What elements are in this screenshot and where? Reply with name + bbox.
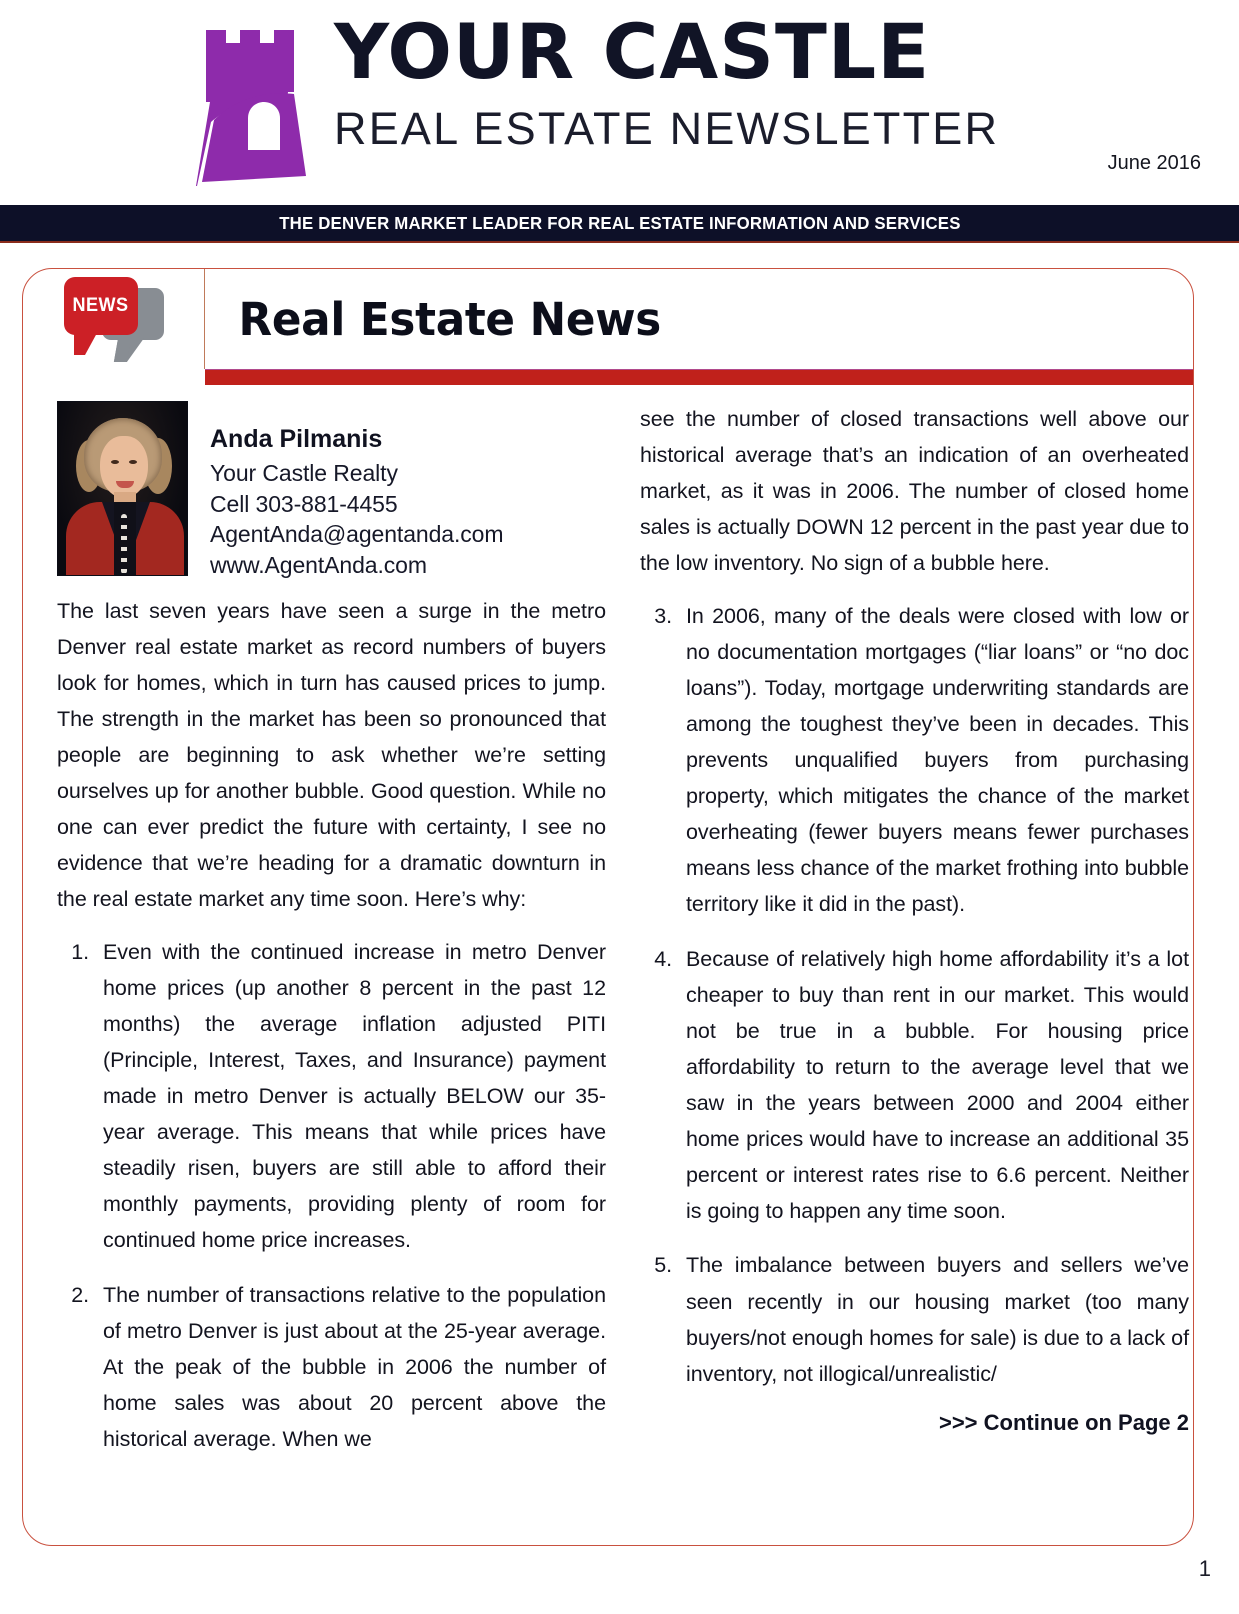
continue-on-page-link[interactable]: >>> Continue on Page 2 xyxy=(938,1409,1189,1435)
continuation-paragraph: see the number of closed transactions well above our historical average that’s an indication of an overheated market, as it was in 2006. The number of closed home sales is actually DOWN 12 percent in the past year due to the low inventory. No sign of a bubble here. xyxy=(640,407,1189,576)
page-number: 1 xyxy=(1198,1556,1211,1581)
agent-name: Anda Pilmanis xyxy=(210,425,383,453)
tagline-banner xyxy=(0,205,1239,243)
list-item: 4. Because of relatively high home affordability it’s a lot cheaper to buy than rent in our market. This would not be true in a bubble. For housing price affordability to return to the average level that we saw in the years between 2000 and 2004 either home prices would have to increase an additional 35 percent or interest rates rise to 6.6 percent. Neither is going to happen any time soon. xyxy=(678,941,1189,1230)
tagline-text: THE DENVER MARKET LEADER FOR REAL ESTATE INFORMATION AND SERVICES xyxy=(278,212,961,233)
agent-website[interactable]: www.AgentAnda.com xyxy=(210,551,427,578)
masthead xyxy=(0,0,1239,205)
news-badge-label: NEWS xyxy=(72,295,129,316)
article-frame xyxy=(22,268,1194,1546)
agent-company: Your Castle Realty xyxy=(210,460,398,487)
red-bubble-icon xyxy=(64,277,138,335)
news-speech-bubble-icon xyxy=(58,274,170,358)
intro-paragraph: The last seven years have seen a surge in the metro Denver real estate market as record numbers of buyers look for homes, which in turn has caused prices to jump. The strength in the market has been so pronounced that people are beginning to ask whether we’re setting ourselves up for another bubble. Good question. While no one can ever predict the future with certainty, I see no evidence that we’re heading for a dramatic downturn in the real estate market any time soon. Here’s why: xyxy=(57,598,606,912)
contact-block xyxy=(210,401,503,581)
list-item: 3. In 2006, many of the deals were closed with low or no documentation mortgages (“liar loans” or “no doc loans”). Today, mortgage underwriting standards are among the toughest they’ve been in decades. This prevents unqualified buyers from purchasing property, which mitigates the chance of the market overheating (fewer buyers means fewer purchases means less chance of the market frothing into bubble territory like it did in the past). xyxy=(678,598,1189,923)
castle-logo-icon xyxy=(196,22,320,190)
list-item: 5. The imbalance between buyers and sellers we’ve seen recently in our housing market (too many buyers/not enough homes for sale) is due to a lack of inventory, not illogical/unrealistic/ xyxy=(678,1247,1189,1391)
brand-subtitle: REAL ESTATE NEWSLETTER xyxy=(334,103,1000,154)
author-byline xyxy=(57,401,606,581)
article-columns xyxy=(23,387,1193,1545)
title-underline-rule xyxy=(205,369,1193,385)
brand-title: YOUR CASTLE xyxy=(334,7,931,96)
reasons-list-right xyxy=(640,598,1189,1392)
agent-email[interactable]: AgentAnda@agentanda.com xyxy=(210,521,504,548)
news-badge-cell xyxy=(23,269,205,369)
article-title-cell xyxy=(205,269,1193,369)
article-header xyxy=(23,269,1193,369)
right-column xyxy=(640,401,1189,1527)
agent-phone[interactable]: Cell 303-881-4455 xyxy=(210,490,398,517)
page-title: Real Estate News xyxy=(238,292,661,346)
avatar xyxy=(57,401,188,576)
list-item: 1. Even with the continued increase in metro Denver home prices (up another 8 percent in the past 12 months) the average inflation adjusted PITI (Principle, Interest, Taxes, and Insurance) payment made in metro Denver is actually BELOW our 35-year average. This means that while prices have steadily risen, buyers are still able to afford their monthly payments, providing plenty of room for continued home price increases. xyxy=(95,934,606,1259)
reasons-list-left xyxy=(57,934,606,1458)
brand-wordmark xyxy=(334,7,1000,154)
left-column xyxy=(57,401,606,1527)
issue-date: June 2016 xyxy=(1107,152,1201,174)
list-item: 2. The number of transactions relative to the population of metro Denver is just about at the 25-year average. At the peak of the bubble in 2006 the number of home sales was about 20 percent above the historical average. When we xyxy=(95,1277,606,1458)
